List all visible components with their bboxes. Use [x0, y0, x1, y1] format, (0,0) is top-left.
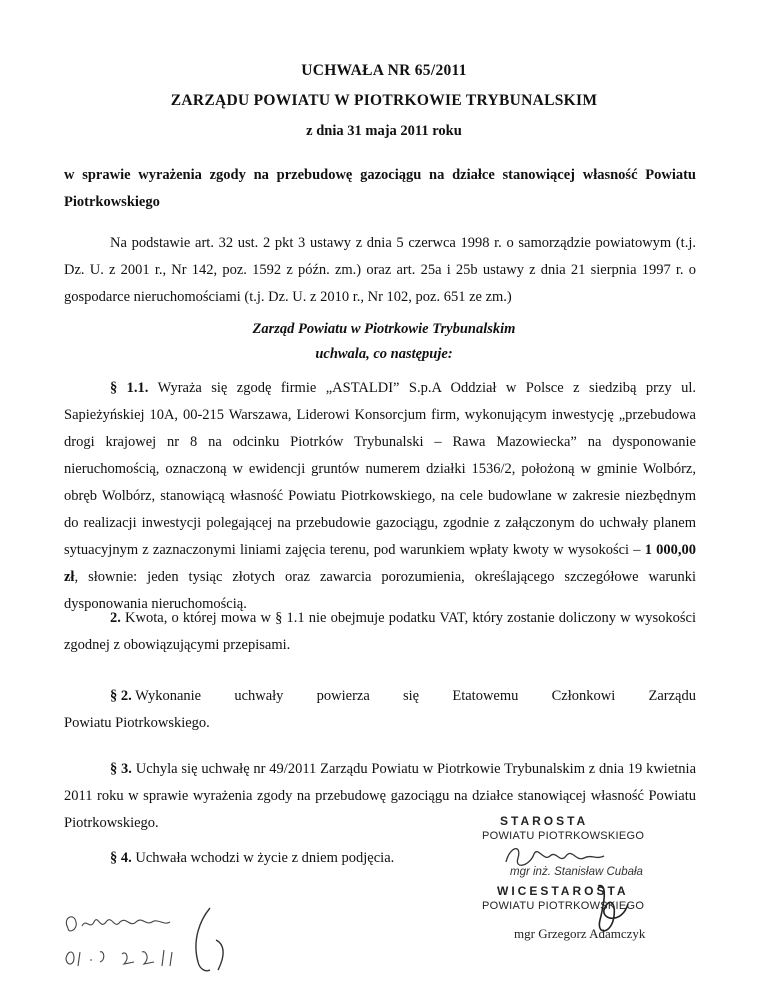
wicestarosta-stamp-title: WICESTAROSTA — [497, 884, 629, 898]
section-2-line-2: Powiatu Piotrkowskiego. — [64, 715, 210, 731]
section-4-label: § 4. — [110, 850, 132, 866]
section-4-text: Uchwała wchodzi w życie z dniem podjęcia. — [135, 850, 395, 866]
starosta-stamp-office: POWIATU PIOTRKOWSKIEGO — [482, 830, 645, 842]
section-2-word: Członkowi — [551, 688, 616, 704]
starosta-stamp-title: STAROSTA — [500, 814, 589, 828]
section-2-word: się — [403, 688, 420, 704]
section-2-label: § 2. — [110, 688, 132, 704]
section-1-amount: 1 000,00 zł — [64, 542, 696, 585]
section-2-word: Wykonanie — [135, 688, 202, 704]
section-2-word: powierza — [316, 688, 370, 704]
section-1-text: Wyraża się zgodę firmie „ASTALDI” S.p.A Oddział w Polsce z siedzibą przy ul. Sapieżyńskiej 10A, 00-215 Warszawa, Liderowi Konsorcjum firm, wykonującym inwestycję „przebudowa drogi krajowej nr 8 na odcinku Piotrków Trybunalski – Rawa Mazowiecka” na dysponowanie nieruchomością, oznaczoną w ewidencji gruntów numerem działki 1536/2, położoną w gminie Wolbórz, obręb Wolbórz, stanowiącą własność Powiatu Piotrkowskiego, na cele budowlane w zakresie niezbędnym do realizacji inwestycji polegającej na przebudowie gazociągu, zgodnie z załączonym do uchwały planem sytuacyjnym z zaznaczonymi liniami zajęcia terenu, pod warunkiem wpłaty kwoty w wysokości – — [64, 380, 697, 558]
resolution-title: UCHWAŁA NR 65/2011 — [301, 62, 467, 79]
wicestarosta-stamp-office: POWIATU PIOTRKOWSKIEGO — [482, 900, 645, 912]
point-2-text: Kwota, o której mowa w § 1.1 nie obejmuje podatku VAT, który zostanie doliczony w wysokości zgodnej z obowiązującymi przepisami. — [64, 610, 696, 653]
section-2-paragraph — [64, 683, 696, 737]
legal-basis: Na podstawie art. 32 ust. 2 pkt 3 ustawy z dnia 5 czerwca 1998 r. o samorządzie powiatowym (t.j. Dz. U. z 2001 r., Nr 142, poz. 1592 z późn. zm.) oraz art. 25a i 25b ustawy z dnia 21 sierpnia 1997 r. o gospodarce nieruchomościami (t.j. Dz. U. z 2010 r., Nr 102, poz. 651 ze zm.) — [64, 235, 696, 305]
section-2-word: Zarządu — [648, 688, 696, 704]
wicestarosta-stamp-name: mgr Grzegorz Adamczyk — [514, 926, 646, 941]
section-2-word: Etatowemu — [452, 688, 519, 704]
resolves-line: uchwala, co następuje: — [315, 346, 453, 362]
resolution-subject: w sprawie wyrażenia zgody na przebudowę gazociągu na działce stanowiącej własność Powiatu Piotrkowskiego — [64, 167, 696, 210]
section-1-point-2 — [64, 605, 696, 659]
section-3-text: Uchyla się uchwałę nr 49/2011 Zarządu Powiatu w Piotrkowie Trybunalskim z dnia 19 kwietnia 2011 roku w sprawie wyrażenia zgody na przebudowę gazociągu na działce stanowiącej własność Powiatu Piotrkowskiego. — [64, 761, 697, 831]
starosta-stamp-name: mgr inż. Stanisław Cubała — [510, 866, 643, 878]
section-3-label: § 3. — [110, 761, 132, 777]
resolution-issuer: ZARZĄDU POWIATU W PIOTRKOWIE TRYBUNALSKIM — [170, 92, 598, 109]
point-2-label: 2. — [110, 610, 121, 626]
starosta-signature — [500, 840, 630, 874]
board-name: Zarząd Powiatu w Piotrkowie Trybunalskim — [252, 321, 516, 337]
section-2-word: uchwały — [234, 688, 284, 704]
section-4-paragraph — [110, 850, 394, 867]
section-1-label: § 1.1. — [110, 380, 149, 396]
resolution-date: z dnia 31 maja 2011 roku — [306, 123, 462, 139]
section-2-line-1 — [64, 683, 696, 710]
received-note-handwriting — [60, 900, 240, 978]
section-1-text-after: , słownie: jeden tysiąc złotych oraz zawarcia porozumienia, określającego szczegółowe warunki dysponowania nieruchomością. — [64, 569, 696, 612]
section-1-paragraph — [64, 375, 696, 618]
wicestarosta-signature — [578, 880, 638, 942]
section-3-paragraph — [64, 756, 696, 837]
